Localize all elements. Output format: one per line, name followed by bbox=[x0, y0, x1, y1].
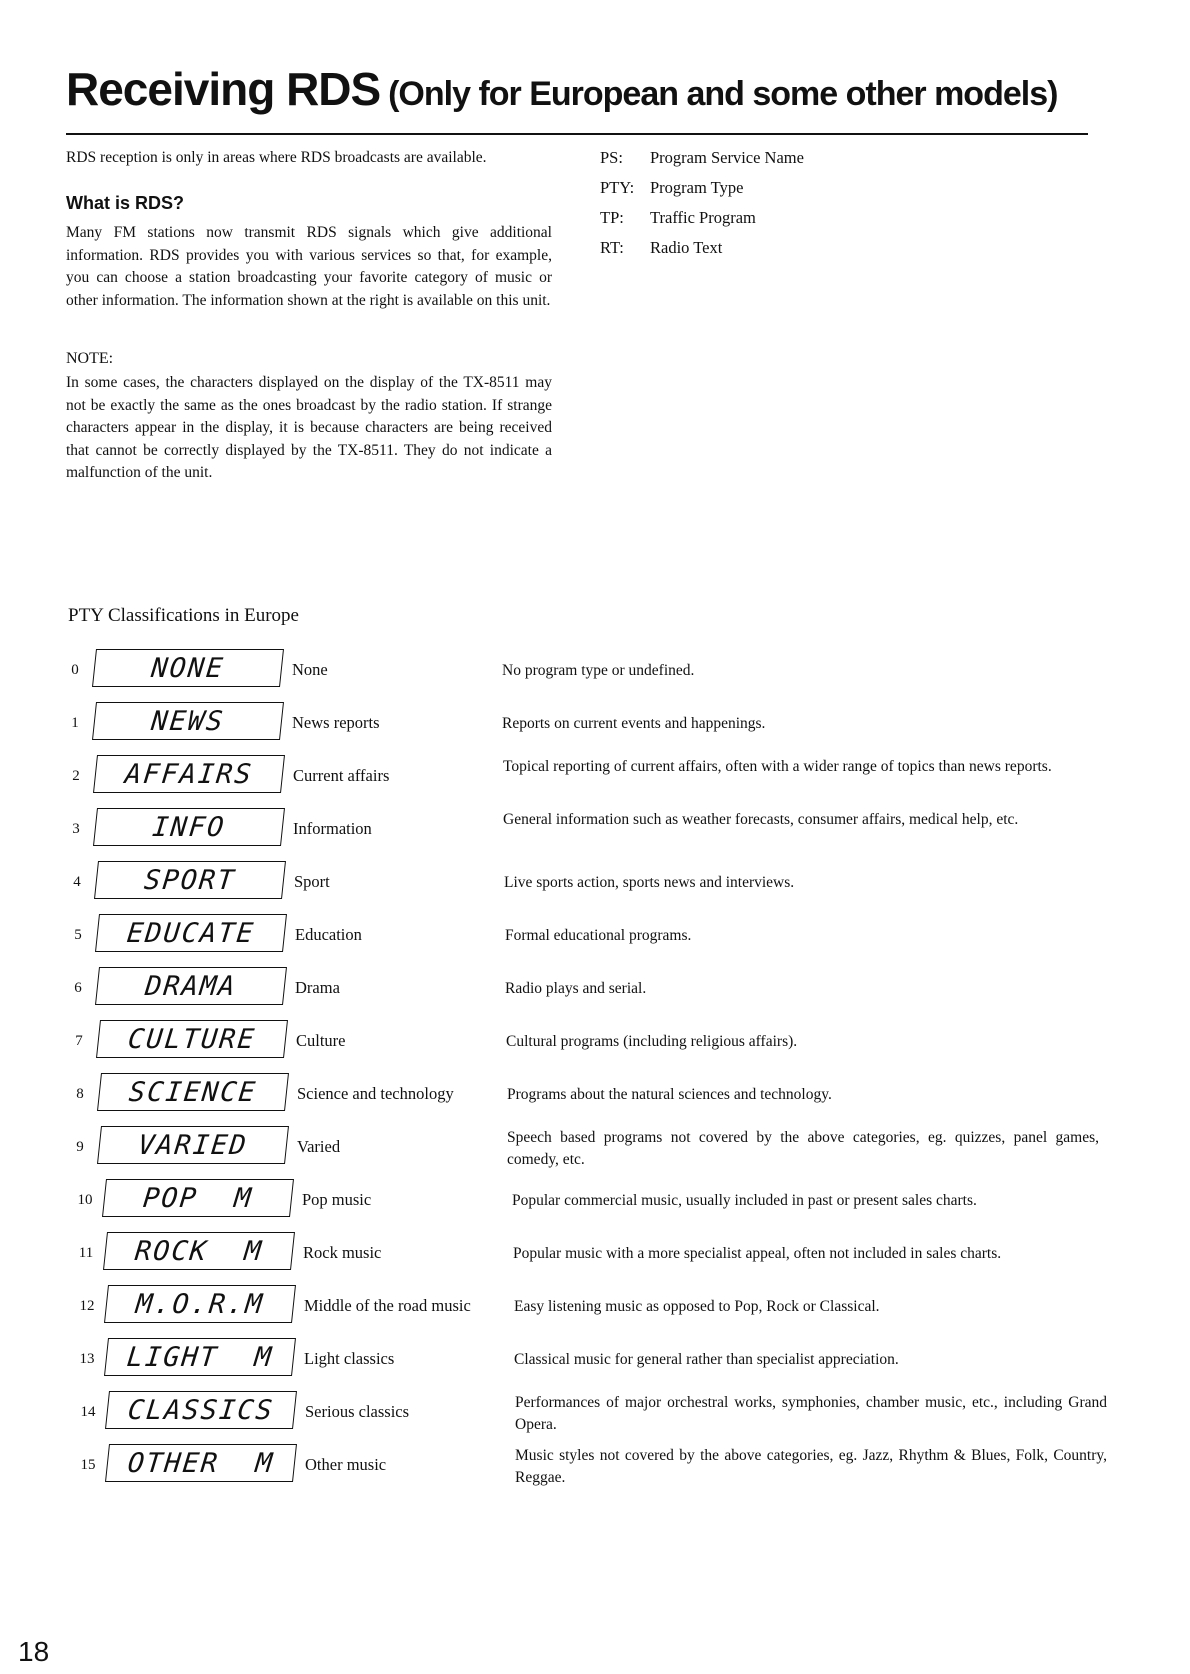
pty-display: NONE bbox=[92, 649, 284, 687]
pty-number: 8 bbox=[76, 1086, 84, 1102]
pty-description: Radio plays and serial. bbox=[505, 980, 647, 997]
intro-paragraph: RDS reception is only in areas where RDS broadcasts are available. bbox=[66, 149, 487, 166]
pty-description: Reports on current events and happenings. bbox=[502, 715, 766, 732]
definition-rt bbox=[600, 238, 804, 268]
rds-definitions bbox=[600, 148, 804, 268]
definition-ps bbox=[600, 148, 804, 178]
what-is-rds-body: Many FM stations now transmit RDS signals which give additional information. RDS provides you with various services so that, for example, you can choose a station broadcasting your favorite category of music or other information. The information shown at the right is available on this unit. bbox=[66, 224, 552, 309]
pty-display: LIGHT M bbox=[104, 1338, 296, 1376]
pty-number: 15 bbox=[80, 1457, 96, 1473]
pty-row-5 bbox=[67, 914, 1167, 958]
pty-number: 13 bbox=[79, 1351, 95, 1367]
pty-label: Light classics bbox=[304, 1349, 395, 1368]
pty-number: 7 bbox=[75, 1033, 83, 1049]
pty-number: 0 bbox=[71, 662, 79, 678]
note-body: In some cases, the characters displayed on the display of the TX-8511 may not be exactly the same as the ones broadcast by the radio station. If strange characters appear in the display, it is because characters are being received that cannot be correctly displayed by the TX-8511. They do not indicate a malfunction of the unit. bbox=[66, 374, 552, 481]
pty-number: 9 bbox=[76, 1139, 84, 1155]
pty-label: Current affairs bbox=[293, 766, 390, 785]
pty-row-1 bbox=[64, 702, 1164, 746]
pty-display: ROCK M bbox=[103, 1232, 295, 1270]
definition-text: Traffic Program bbox=[650, 208, 756, 227]
pty-description: General information such as weather forecasts, consumer affairs, medical help, etc. bbox=[503, 811, 1019, 828]
pty-display: SPORT bbox=[94, 861, 286, 899]
title-subtitle: (Only for European and some other models) bbox=[388, 75, 1058, 113]
pty-label: News reports bbox=[292, 713, 380, 732]
pty-label: Rock music bbox=[303, 1243, 382, 1262]
pty-description: Cultural programs (including religious affairs). bbox=[506, 1033, 798, 1050]
pty-row-0 bbox=[64, 649, 1164, 693]
pty-description: Live sports action, sports news and interviews. bbox=[504, 874, 795, 891]
pty-label: Varied bbox=[297, 1137, 341, 1156]
pty-description: Speech based programs not covered by the above categories, eg. quizzes, panel games, comedy, etc. bbox=[507, 1129, 1099, 1168]
definition-text: Program Type bbox=[650, 178, 744, 197]
page-title bbox=[66, 63, 1058, 115]
pty-row-15 bbox=[77, 1444, 1177, 1488]
pty-label: Drama bbox=[295, 978, 340, 997]
pty-display: EDUCATE bbox=[95, 914, 287, 952]
pty-description: Programs about the natural sciences and technology. bbox=[507, 1086, 832, 1103]
definition-pty bbox=[600, 178, 804, 208]
pty-display: AFFAIRS bbox=[93, 755, 285, 793]
pty-label: Serious classics bbox=[305, 1402, 410, 1421]
definition-abbr: PS: bbox=[600, 148, 623, 167]
pty-display: SCIENCE bbox=[97, 1073, 289, 1111]
page-number: 18 bbox=[18, 1636, 50, 1667]
pty-description: Music styles not covered by the above categories, eg. Jazz, Rhythm & Blues, Folk, Country, Reggae. bbox=[515, 1447, 1107, 1486]
pty-number: 11 bbox=[78, 1245, 94, 1261]
pty-row-8 bbox=[69, 1073, 1169, 1117]
what-is-rds-heading: What is RDS? bbox=[66, 193, 185, 213]
pty-display: CLASSICS bbox=[105, 1391, 297, 1429]
pty-row-12 bbox=[76, 1285, 1176, 1329]
pty-number: 6 bbox=[74, 980, 82, 996]
pty-number: 2 bbox=[72, 768, 80, 784]
pty-row-6 bbox=[67, 967, 1167, 1011]
pty-display: INFO bbox=[93, 808, 285, 846]
definition-tp bbox=[600, 208, 804, 238]
pty-row-13 bbox=[76, 1338, 1176, 1382]
pty-label: Information bbox=[293, 819, 372, 838]
pty-number: 3 bbox=[72, 821, 80, 837]
pty-number: 4 bbox=[73, 874, 81, 890]
pty-number: 1 bbox=[71, 715, 79, 731]
pty-row-14 bbox=[77, 1391, 1177, 1435]
pty-row-2 bbox=[65, 755, 1165, 799]
pty-description: Formal educational programs. bbox=[505, 927, 692, 944]
pty-description: No program type or undefined. bbox=[502, 662, 695, 679]
pty-display: M.O.R.M bbox=[104, 1285, 296, 1323]
pty-label: Sport bbox=[294, 872, 330, 891]
pty-number: 5 bbox=[74, 927, 82, 943]
pty-label: Science and technology bbox=[297, 1084, 454, 1103]
pty-description: Classical music for general rather than specialist appreciation. bbox=[514, 1351, 899, 1368]
pty-description: Performances of major orchestral works, symphonies, chamber music, etc., including Grand Opera. bbox=[515, 1394, 1107, 1433]
definition-abbr: PTY: bbox=[600, 178, 635, 197]
pty-display: OTHER M bbox=[105, 1444, 297, 1482]
pty-description: Popular commercial music, usually included in past or present sales charts. bbox=[512, 1192, 977, 1209]
pty-description: Topical reporting of current affairs, often with a wider range of topics than news reports. bbox=[503, 758, 1052, 775]
pty-label: Education bbox=[295, 925, 362, 944]
pty-label: Other music bbox=[305, 1455, 387, 1474]
pty-number: 14 bbox=[80, 1404, 96, 1420]
pty-row-7 bbox=[68, 1020, 1168, 1064]
pty-row-11 bbox=[75, 1232, 1175, 1276]
pty-row-9 bbox=[69, 1126, 1169, 1170]
pty-display: NEWS bbox=[92, 702, 284, 740]
definition-abbr: RT: bbox=[600, 238, 624, 257]
definition-text: Program Service Name bbox=[650, 148, 804, 167]
pty-row-4 bbox=[66, 861, 1166, 905]
note-heading: NOTE: bbox=[66, 350, 114, 367]
title-rule bbox=[66, 133, 1088, 135]
pty-display: POP M bbox=[102, 1179, 294, 1217]
pty-description: Easy listening music as opposed to Pop, Rock or Classical. bbox=[514, 1298, 880, 1315]
pty-label: Pop music bbox=[302, 1190, 372, 1209]
pty-description: Popular music with a more specialist appeal, often not included in sales charts. bbox=[513, 1245, 1002, 1262]
definition-text: Radio Text bbox=[650, 238, 723, 257]
title-main: Receiving RDS bbox=[66, 63, 381, 115]
pty-row-3 bbox=[65, 808, 1165, 852]
pty-display: CULTURE bbox=[96, 1020, 288, 1058]
pty-heading: PTY Classifications in Europe bbox=[68, 605, 299, 626]
definition-abbr: TP: bbox=[600, 208, 624, 227]
pty-row-10 bbox=[74, 1179, 1174, 1223]
pty-label: None bbox=[292, 660, 328, 679]
pty-label: Culture bbox=[296, 1031, 346, 1050]
pty-number: 10 bbox=[77, 1192, 93, 1208]
pty-number: 12 bbox=[79, 1298, 95, 1314]
pty-display: DRAMA bbox=[95, 967, 287, 1005]
pty-display: VARIED bbox=[97, 1126, 289, 1164]
pty-label: Middle of the road music bbox=[304, 1296, 471, 1315]
